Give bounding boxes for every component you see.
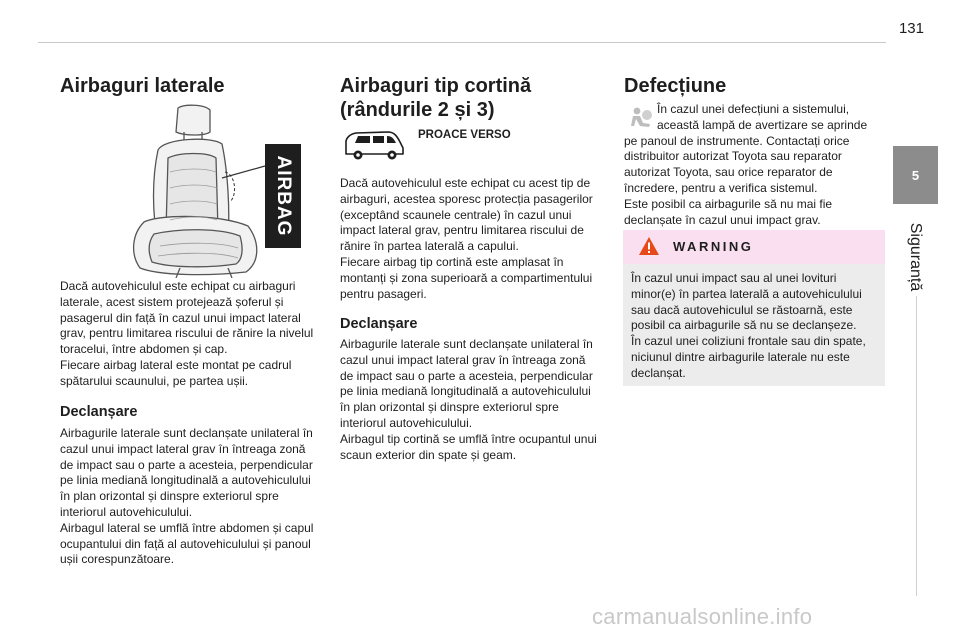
warning-box [623, 230, 885, 386]
warning-triangle-icon [638, 236, 660, 256]
paragraph-deployment-side: Airbagurile laterale sunt declanșate unilateral în cazul unui impact lateral grav în întreaga zonă de impact sau o parte a acesteia, perpendicular pe linia mediană longitudinală a autovehiculului în plan orizontal și dinspre exteriorul spre interiorul autovehiculului. Airbagul lateral se umflă între abdomen și capul ocupantului din față al autovehiculului și panoul ușii corespunzătoare. [60, 426, 314, 567]
section-title-malfunction: Defecțiune [624, 75, 727, 97]
top-rule [38, 42, 886, 43]
warning-title: WARNING [673, 239, 754, 254]
section-tab-number: 5 [911, 167, 920, 183]
warning-text: În cazul unui impact sau al unei lovituri minor(e) în partea laterală a autovehiculului sau dacă autovehiculul se răstoarnă, este posibil ca airbagurile să nu se declanșeze. În cazul unei coliziuni frontale sau din spate, niciunul dintre airbagurile laterale nu este declanșat. [631, 271, 866, 380]
side-divider [916, 296, 917, 596]
seat-icon [60, 102, 320, 278]
page-number: 131 [898, 20, 924, 37]
warning-header [623, 230, 885, 264]
seat-airbag-illustration [60, 102, 320, 278]
column-curtain-airbags [340, 74, 600, 462]
watermark: carmanualsonline.info [592, 604, 813, 629]
section-title-curtain-airbags: Airbaguri tip cortină (rândurile 2 și 3) [340, 75, 532, 121]
paragraph-deployment-curtain: Airbagurile laterale sunt declanșate unilateral în cazul unui impact lateral grav în întreaga zonă de impact sau o parte a acesteia, perpendicular pe linia mediană longitudinală a autovehiculului în plan orizontal și dinspre exteriorul spre interiorul autovehiculului. Airbagul tip cortină se umflă între ocupantul unui scaun exterior din spate și geam. [340, 337, 597, 462]
van-icon [342, 128, 406, 162]
subheading-deployment-curtain: Declanșare [340, 316, 418, 332]
section-tab-label: Siguranță [907, 222, 924, 292]
vehicle-applicability [342, 128, 600, 168]
vehicle-model-label: PROACE VERSO [418, 129, 511, 141]
section-title-side-airbags: Airbaguri laterale [60, 75, 225, 97]
paragraph-malfunction: În cazul unei defecțiuni a sistemului, această lampă de avertizare se aprinde pe panoul de instrumente. Contactați orice distribuitor autorizat Toyota sau reparator autorizat Toyota, sau orice reparator de încredere, pentru a verifica sistemul. Este posibil ca airbagurile să nu mai fie declanșate în cazul unui impact grav. [624, 102, 868, 227]
subheading-deployment-side: Declanșare [60, 404, 138, 420]
paragraph-side-airbags: Dacă autovehiculul este echipat cu airbaguri laterale, acest sistem protejează șoferul și pasagerul din față în cazul unui impact lateral grav, pentru limitarea riscului de rănire la nivelul toracelui, între abdomen și cap. Fiecare airbag lateral este montat pe cadrul spătarului scaunului, pe partea ușii. [60, 279, 314, 388]
column-side-airbags [60, 74, 320, 567]
section-tab[interactable] [893, 146, 938, 204]
airbag-badge-text: AIRBAG [272, 155, 294, 237]
paragraph-curtain-airbags: Dacă autovehiculul este echipat cu acest tip de airbaguri, acestea sporesc protecția pasagerilor (exceptând scaunele centrale) în cazul unui impact lateral grav, pentru limitarea riscului de rănire în partea laterală a capului. Fiecare airbag tip cortină este amplasat în montanți și zona superioară a compartimentului pentru pasageri. [340, 176, 593, 301]
